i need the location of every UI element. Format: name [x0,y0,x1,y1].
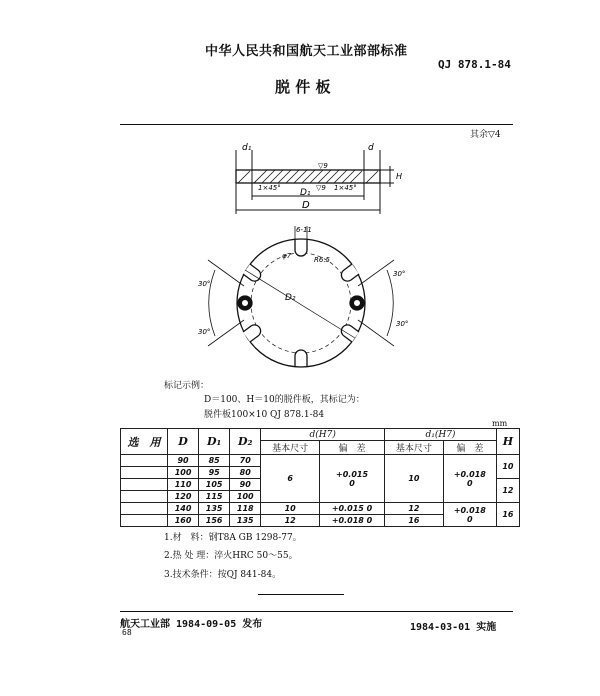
label-radius: R6.5 [314,256,330,264]
document-title: 脱 件 板 [275,78,331,96]
cell-d-dev-2: +0.015 0 [320,503,385,515]
cell-D2: 118 [230,503,261,515]
footer-effective: 1984-03-01 实施 [410,622,497,633]
section-view [236,150,394,214]
cell-D2: 70 [230,455,261,467]
standard-code: QJ 878.1-84 [438,58,511,71]
label-roughness-top: ▽9 [318,162,328,170]
label-d: d [368,143,374,153]
table-row [121,503,520,515]
surface-roughness-note: 其余▽4 [470,130,501,140]
header-D1: D₁ [199,429,230,455]
cell-D: 90 [168,455,199,467]
table-row [121,455,520,467]
label-angle-2: 30° [198,328,211,336]
header-D: D [168,429,199,455]
page-number: 68 [122,628,132,637]
cell-d-dev-1: +0.015 0 [320,455,385,503]
footer-issuer: 航天工业部 1984-09-05 发布 [120,619,263,630]
cell-d1-base-3: 16 [385,515,444,527]
table-unit: mm [492,419,508,428]
cell-D1: 135 [199,503,230,515]
cell-D1: 156 [199,515,230,527]
note-heat-treatment: 2.热 处 理：淬火HRC 50～55。 [164,551,298,561]
label-D2: D₂ [285,293,296,303]
cell-D: 120 [168,491,199,503]
note-technical-conditions: 3.技术条件：按QJ 841-84。 [164,570,282,580]
label-chamfer-left: 1×45° [258,184,281,192]
cell-d-dev-3: +0.018 0 [320,515,385,527]
cell-d1-base-2: 12 [385,503,444,515]
cell-d1-base-1: 10 [385,455,444,503]
footer-rule [120,611,513,612]
header-d1-dev: 偏 差 [443,441,496,455]
header-d-dev: 偏 差 [320,441,385,455]
cell-d-base-3: 12 [261,515,320,527]
cell-D2: 135 [230,515,261,527]
cell-d1-dev-1: +0.018 0 [443,455,496,503]
header-d-base: 基本尺寸 [261,441,320,455]
example-line-2: 脱件板100×10 QJ 878.1-84 [204,410,325,420]
example-heading: 标记示例： [164,381,210,391]
cell-D1: 85 [199,455,230,467]
label-phi: φ7 [282,252,292,260]
cell-D: 110 [168,479,199,491]
cell-D2: 100 [230,491,261,503]
header-D2: D₂ [230,429,261,455]
cell-d-base-1: 6 [261,455,320,503]
label-D1: D₁ [300,188,311,198]
note-material: 1.材 料：钢T8A GB 1298-77。 [164,533,302,543]
cell-D: 160 [168,515,199,527]
label-chamfer-right: 1×45° [334,184,357,192]
example-line-1: D＝100、H＝10的脱件板，其标记为： [204,395,365,405]
header-d: d(H7) [261,429,385,441]
cell-d1-dev-2: +0.018 0 [443,503,496,527]
cell-H-2: 12 [496,479,519,503]
label-roughness-mid: ▽9 [316,184,326,192]
notes-rule [258,594,344,595]
cell-H-3: 16 [496,503,519,527]
label-angle-1: 30° [198,280,211,288]
cell-D1: 95 [199,467,230,479]
cell-D2: 90 [230,479,261,491]
dimension-table [120,428,520,527]
cell-D: 100 [168,467,199,479]
header-d1-base: 基本尺寸 [385,441,444,455]
header-H: H [496,429,519,455]
header-d1: d₁(H7) [385,429,497,441]
plan-view [208,226,394,367]
cell-H-1: 10 [496,455,519,479]
label-angle-4: 30° [396,320,409,328]
cell-D1: 115 [199,491,230,503]
cell-d-base-2: 10 [261,503,320,515]
label-d1: d₁ [242,143,252,153]
org-title: 中华人民共和国航天工业部部标准 [205,44,408,59]
cell-D2: 80 [230,467,261,479]
label-H: H [396,172,403,181]
header-select: 选 用 [121,429,168,455]
cell-D: 140 [168,503,199,515]
label-D: D [302,200,310,211]
cell-D1: 105 [199,479,230,491]
label-angle-3: 30° [393,270,406,278]
label-slot: 6-11 [296,226,312,234]
